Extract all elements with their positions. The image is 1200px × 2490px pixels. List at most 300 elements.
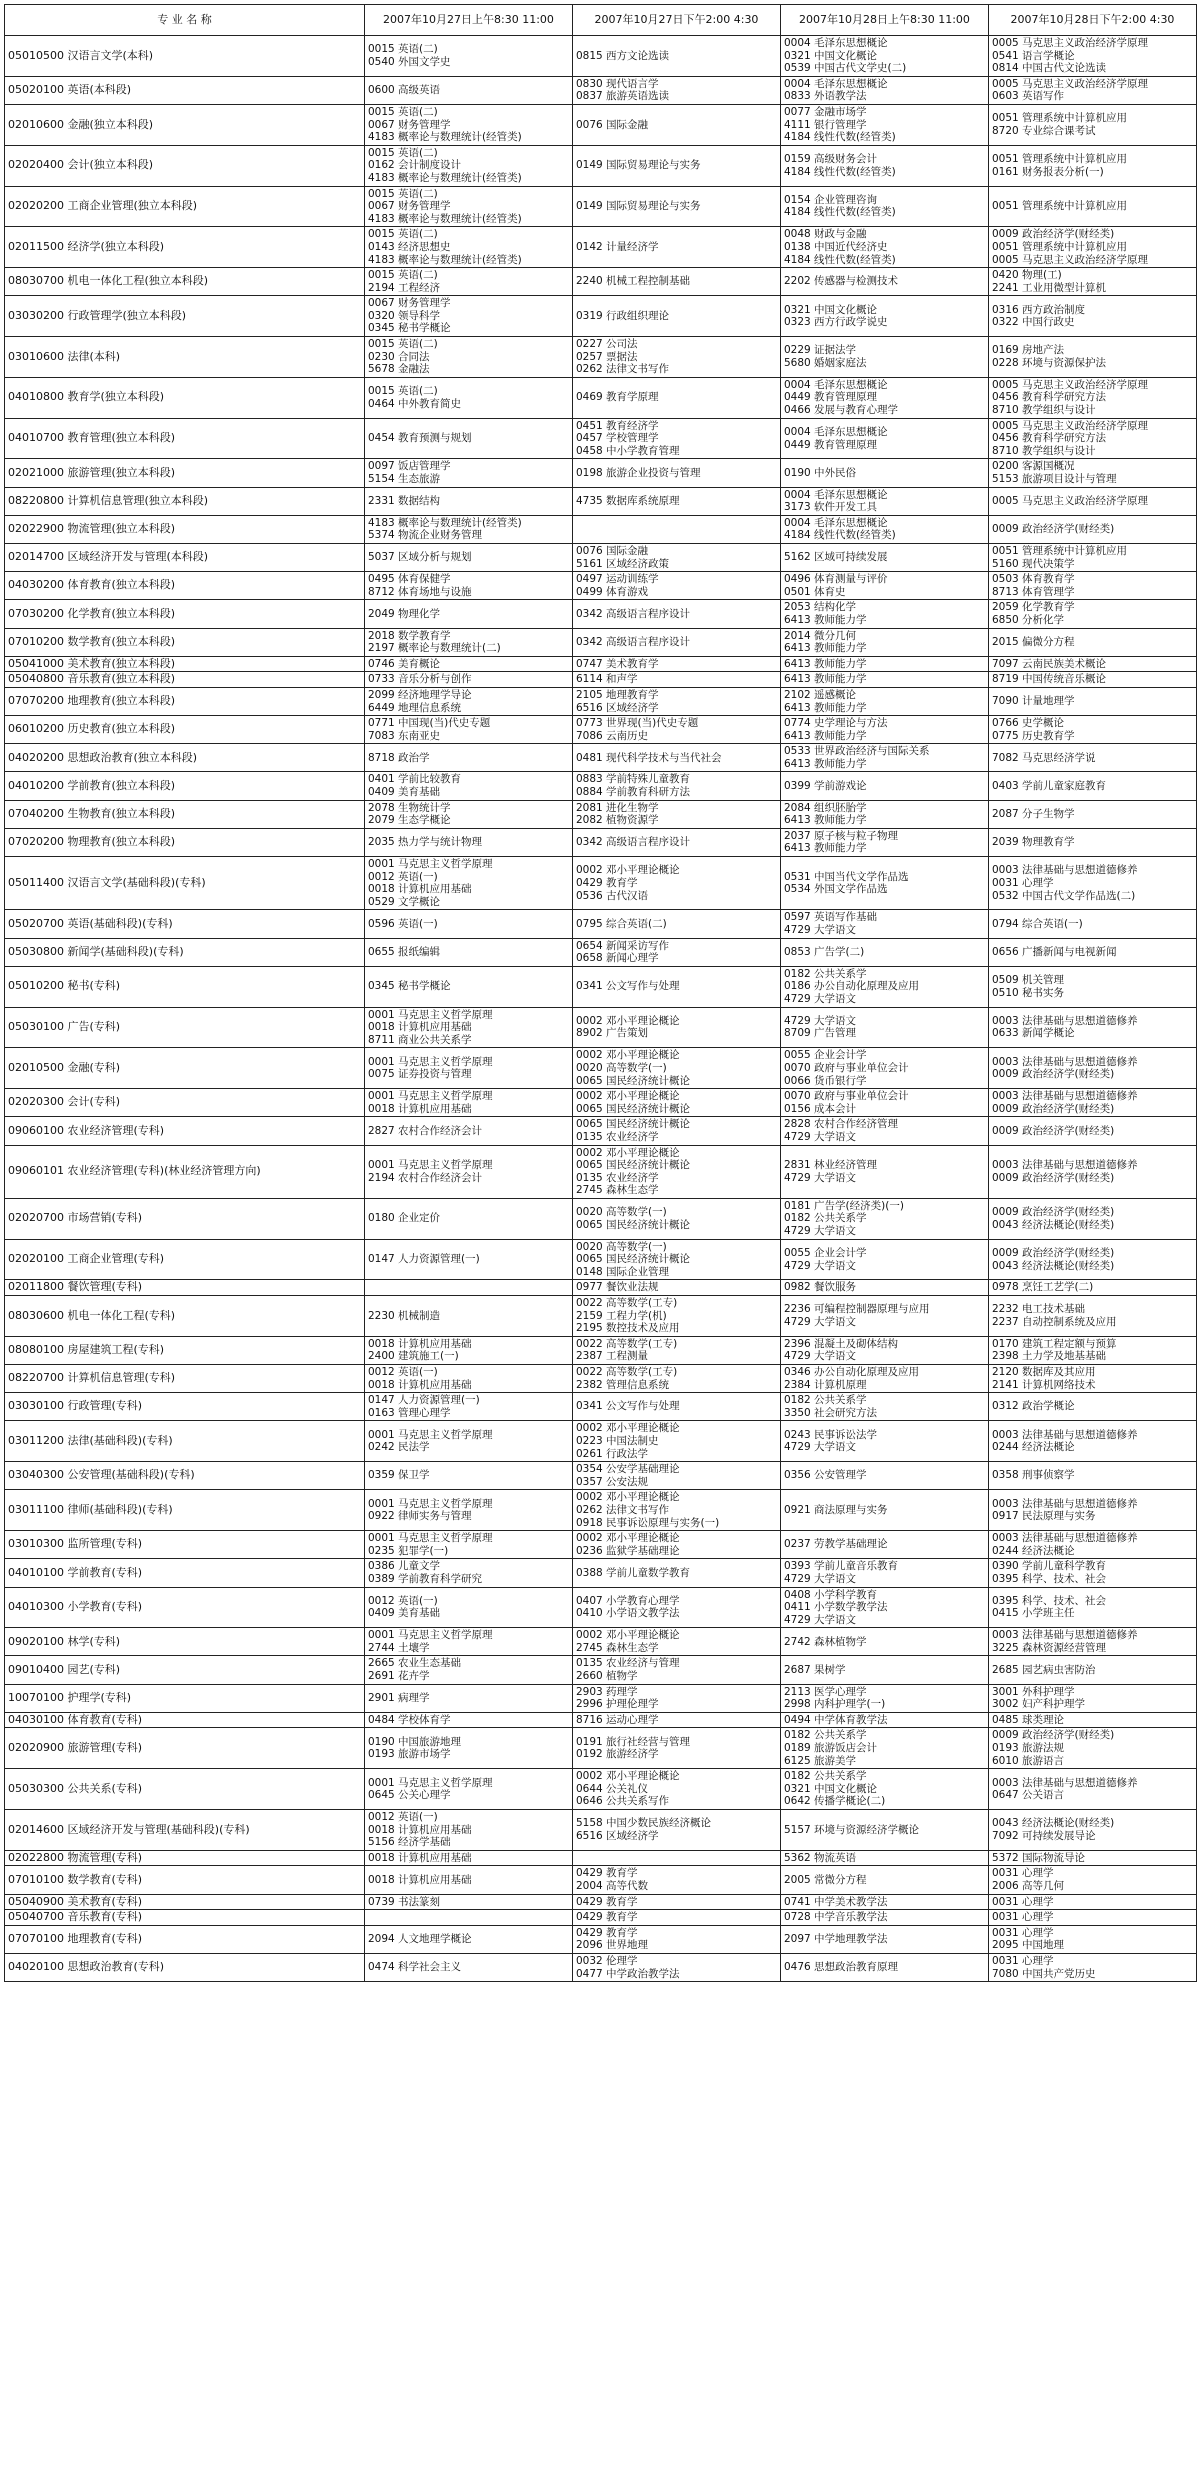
course-cell-oct28-morning — [781, 1628, 989, 1656]
course-entry: 0509 机关管理 — [992, 974, 1065, 987]
course-cell-oct28-afternoon — [989, 227, 1197, 268]
course-entry: 0004 毛泽东思想概论 — [784, 488, 888, 501]
table-row — [5, 1769, 1197, 1810]
course-entry: 4729 大学语文 — [784, 1441, 857, 1454]
course-cell-oct27-afternoon — [573, 1117, 781, 1145]
course-cell-oct27-morning — [365, 1587, 573, 1628]
course-cell-oct28-morning — [781, 1712, 989, 1728]
course-entry: 0148 国际企业管理 — [576, 1265, 670, 1278]
course-entry: 7080 中国共产党历史 — [992, 1967, 1096, 1980]
course-entry: 5156 经济学基础 — [368, 1836, 451, 1849]
course-entry: 5037 区域分析与规划 — [368, 551, 472, 564]
course-cell-oct27-afternoon — [573, 76, 781, 104]
course-cell-oct28-morning — [781, 1198, 989, 1239]
course-cell-oct27-morning — [365, 656, 573, 672]
course-entry: 0067 财务管理学 — [368, 118, 451, 131]
course-entry: 5161 区域经济政策 — [576, 557, 670, 570]
course-entry: 0815 西方文论选读 — [576, 49, 670, 62]
course-entry: 8710 教学组织与设计 — [992, 404, 1096, 417]
course-entry: 0009 政治经济学(财经类) — [992, 1206, 1115, 1219]
course-entry: 0429 教育学 — [576, 1926, 638, 1939]
table-row — [5, 337, 1197, 378]
course-entry: 0658 新闻心理学 — [576, 952, 659, 965]
course-cell-oct27-morning — [365, 1117, 573, 1145]
course-entry: 0918 民事诉讼原理与实务(一) — [576, 1516, 720, 1529]
major-name-cell: 02010500 金融(专科) — [5, 1048, 365, 1089]
table-row — [5, 966, 1197, 1007]
course-entry: 0198 旅游企业投资与管理 — [576, 466, 701, 479]
course-cell-oct27-afternoon — [573, 418, 781, 459]
table-row — [5, 628, 1197, 656]
course-entry: 0066 货币银行学 — [784, 1074, 867, 1087]
course-entry: 0746 美育概论 — [368, 657, 441, 670]
course-entry: 0065 国民经济统计概论 — [576, 1159, 691, 1172]
course-entry: 2687 果树学 — [784, 1663, 846, 1676]
course-cell-oct27-morning — [365, 1365, 573, 1393]
course-cell-oct28-morning — [781, 628, 989, 656]
major-name-cell: 05040800 音乐教育(独立本科段) — [5, 672, 365, 688]
course-cell-oct28-afternoon — [989, 656, 1197, 672]
course-cell-oct28-afternoon — [989, 910, 1197, 938]
course-entry: 0853 广告学(二) — [784, 945, 865, 958]
table-row — [5, 1728, 1197, 1769]
course-cell-oct28-morning — [781, 487, 989, 515]
course-entry: 0031 心理学 — [992, 876, 1054, 889]
course-entry: 2660 植物学 — [576, 1670, 638, 1683]
table-row — [5, 772, 1197, 800]
course-cell-oct28-morning — [781, 1866, 989, 1894]
course-cell-oct28-afternoon — [989, 800, 1197, 828]
table-row — [5, 1628, 1197, 1656]
course-entry: 0169 房地产法 — [992, 344, 1065, 357]
course-cell-oct28-morning — [781, 572, 989, 600]
course-entry: 0032 伦理学 — [576, 1954, 638, 1967]
course-cell-oct28-morning — [781, 828, 989, 856]
table-row — [5, 716, 1197, 744]
course-entry: 5160 现代决策学 — [992, 557, 1075, 570]
course-entry: 4729 大学语文 — [784, 1130, 857, 1143]
table-row — [5, 1810, 1197, 1851]
course-entry: 0075 证券投资与管理 — [368, 1068, 472, 1081]
course-entry: 0476 思想政治教育原理 — [784, 1961, 899, 1974]
course-cell-oct28-afternoon — [989, 36, 1197, 77]
course-cell-oct27-morning — [365, 1894, 573, 1910]
course-cell-oct27-morning — [365, 628, 573, 656]
course-entry: 0149 国际贸易理论与实务 — [576, 159, 701, 172]
course-entry: 0015 英语(二) — [368, 43, 438, 56]
course-cell-oct28-morning — [781, 186, 989, 227]
course-entry: 6850 分析化学 — [992, 613, 1065, 626]
course-cell-oct28-afternoon — [989, 1850, 1197, 1866]
major-name-cell: 05010500 汉语言文学(本科) — [5, 36, 365, 77]
course-entry: 2382 管理信息系统 — [576, 1378, 670, 1391]
course-cell-oct28-afternoon — [989, 1048, 1197, 1089]
table-row — [5, 515, 1197, 543]
course-cell-oct28-afternoon — [989, 1925, 1197, 1953]
course-entry: 2230 机械制造 — [368, 1309, 441, 1322]
course-entry: 2018 数学教育学 — [368, 629, 451, 642]
course-cell-oct27-morning — [365, 296, 573, 337]
course-cell-oct28-morning — [781, 1925, 989, 1953]
course-entry: 0003 法律基础与思想道德修养 — [992, 1159, 1138, 1172]
course-entry: 0048 财政与金融 — [784, 228, 867, 241]
course-cell-oct28-morning — [781, 1117, 989, 1145]
course-cell-oct27-afternoon — [573, 600, 781, 628]
table-row — [5, 1559, 1197, 1587]
course-entry: 0018 计算机应用基础 — [368, 1102, 472, 1115]
header-oct27-afternoon: 2007年10月27日下午2:00 4:30 — [573, 5, 781, 36]
course-cell-oct27-afternoon — [573, 1462, 781, 1490]
course-entry: 2194 农村合作经济会计 — [368, 1171, 483, 1184]
course-cell-oct27-afternoon — [573, 1365, 781, 1393]
course-entry: 0002 邓小平理论概论 — [576, 1629, 680, 1642]
course-entry: 4183 概率论与数理统计(经管类) — [368, 212, 522, 225]
course-entry: 0051 管理系统中计算机应用 — [992, 112, 1128, 125]
course-cell-oct28-morning — [781, 227, 989, 268]
course-entry: 2120 数据库及其应用 — [992, 1366, 1096, 1378]
course-cell-oct27-afternoon — [573, 543, 781, 571]
course-entry: 0312 政治学概论 — [992, 1400, 1075, 1413]
course-entry: 0230 合同法 — [368, 350, 430, 363]
course-cell-oct27-afternoon — [573, 1007, 781, 1048]
table-row — [5, 1280, 1197, 1296]
course-entry: 0341 公文写作与处理 — [576, 980, 680, 993]
course-cell-oct27-morning — [365, 600, 573, 628]
course-cell-oct27-afternoon — [573, 1953, 781, 1981]
course-cell-oct27-morning — [365, 1656, 573, 1684]
course-cell-oct28-morning — [781, 296, 989, 337]
course-entry: 0002 邓小平理论概论 — [576, 1146, 680, 1159]
major-name-cell: 05020100 英语(本科段) — [5, 76, 365, 104]
course-entry: 0775 历史教育学 — [992, 729, 1075, 742]
course-entry: 6413 教师能力学 — [784, 757, 867, 770]
course-entry: 0031 心理学 — [992, 1954, 1054, 1967]
course-cell-oct27-morning — [365, 1490, 573, 1531]
course-entry: 2232 电工技术基础 — [992, 1303, 1086, 1316]
course-cell-oct28-afternoon — [989, 1684, 1197, 1712]
course-cell-oct27-afternoon — [573, 857, 781, 910]
course-entry: 5154 生态旅游 — [368, 473, 441, 485]
course-entry: 0449 教育管理原理 — [784, 438, 878, 451]
course-cell-oct28-morning — [781, 1421, 989, 1462]
table-row — [5, 1117, 1197, 1145]
course-entry: 2105 地理教育学 — [576, 688, 659, 701]
course-cell-oct27-afternoon — [573, 1559, 781, 1587]
course-cell-oct28-morning — [781, 1365, 989, 1393]
course-cell-oct27-afternoon — [573, 744, 781, 772]
course-entry: 0345 秘书学概论 — [368, 322, 451, 335]
major-name-cell: 09020100 林学(专科) — [5, 1628, 365, 1656]
course-entry: 6413 教师能力学 — [784, 642, 867, 655]
major-name-cell: 08030600 机电一体化工程(专科) — [5, 1296, 365, 1337]
course-entry: 0484 学校体育学 — [368, 1713, 451, 1726]
course-entry: 6413 教师能力学 — [784, 814, 867, 827]
course-cell-oct27-afternoon — [573, 1769, 781, 1810]
course-entry: 0020 高等数学(一) — [576, 1240, 667, 1253]
course-cell-oct28-morning — [781, 1048, 989, 1089]
course-cell-oct27-morning — [365, 1048, 573, 1089]
course-cell-oct27-afternoon — [573, 828, 781, 856]
course-cell-oct28-morning — [781, 656, 989, 672]
course-entry: 4729 大学语文 — [784, 1613, 857, 1626]
course-entry: 0009 政治经济学(财经类) — [992, 523, 1115, 536]
table-row — [5, 227, 1197, 268]
course-entry: 0181 广告学(经济类)(一) — [784, 1199, 904, 1212]
course-entry: 5362 物流英语 — [784, 1851, 857, 1864]
course-entry: 2084 组织胚胎学 — [784, 801, 867, 814]
course-entry: 0020 高等数学(一) — [576, 1061, 667, 1074]
course-entry: 0192 旅游经济学 — [576, 1748, 659, 1761]
course-entry: 0773 世界现(当)代史专题 — [576, 717, 699, 730]
course-cell-oct27-afternoon — [573, 1628, 781, 1656]
course-entry: 5680 婚姻家庭法 — [784, 356, 867, 369]
course-cell-oct27-afternoon — [573, 1198, 781, 1239]
course-cell-oct28-morning — [781, 938, 989, 966]
course-entry: 2236 可编程控制器原理与应用 — [784, 1303, 930, 1316]
course-entry: 0603 英语写作 — [992, 90, 1065, 103]
course-entry: 0883 学前特殊儿童教育 — [576, 773, 691, 786]
course-entry: 6010 旅游语言 — [992, 1754, 1065, 1767]
course-entry: 0020 高等数学(一) — [576, 1206, 667, 1219]
course-entry: 0403 学前儿童家庭教育 — [992, 779, 1107, 792]
course-entry: 0456 教育科学研究方法 — [992, 391, 1107, 404]
course-cell-oct27-morning — [365, 1393, 573, 1421]
course-cell-oct28-afternoon — [989, 828, 1197, 856]
course-cell-oct28-afternoon — [989, 1910, 1197, 1926]
course-entry: 2831 林业经济管理 — [784, 1159, 878, 1172]
course-entry: 0830 现代语言学 — [576, 77, 659, 90]
course-cell-oct28-morning — [781, 1656, 989, 1684]
course-cell-oct28-morning — [781, 687, 989, 715]
course-cell-oct27-morning — [365, 543, 573, 571]
course-entry: 0401 学前比较教育 — [368, 773, 462, 786]
course-entry: 0009 政治经济学(财经类) — [992, 1246, 1115, 1259]
course-cell-oct28-morning — [781, 377, 989, 418]
course-entry: 0536 古代汉语 — [576, 889, 649, 902]
course-entry: 4184 线性代数(经管类) — [784, 529, 896, 542]
course-cell-oct28-afternoon — [989, 543, 1197, 571]
course-cell-oct28-afternoon — [989, 337, 1197, 378]
course-cell-oct28-afternoon — [989, 515, 1197, 543]
course-entry: 0018 计算机应用基础 — [368, 1378, 472, 1391]
course-entry: 0147 人力资源管理(一) — [368, 1394, 480, 1407]
major-name-cell: 02020700 市场营销(专科) — [5, 1198, 365, 1239]
course-entry: 0004 毛泽东思想概论 — [784, 37, 888, 49]
course-entry: 0494 中学体育教学法 — [784, 1713, 888, 1726]
course-entry: 0065 国民经济统计概论 — [576, 1118, 691, 1131]
course-cell-oct28-afternoon — [989, 966, 1197, 1007]
table-row — [5, 377, 1197, 418]
course-entry: 0596 英语(一) — [368, 917, 438, 930]
course-entry: 0481 现代科学技术与当代社会 — [576, 751, 722, 764]
course-entry: 0244 经济法概论 — [992, 1544, 1075, 1557]
course-cell-oct27-morning — [365, 268, 573, 296]
course-entry: 0358 刑事侦察学 — [992, 1469, 1075, 1482]
course-entry: 0015 英语(二) — [368, 338, 438, 351]
course-entry: 0002 邓小平理论概论 — [576, 1014, 680, 1027]
course-cell-oct27-morning — [365, 1810, 573, 1851]
course-entry: 0771 中国现(当)代史专题 — [368, 717, 491, 730]
course-entry: 3002 妇产科护理学 — [992, 1698, 1086, 1711]
course-entry: 0003 法律基础与思想道德修养 — [992, 1629, 1138, 1642]
table-row — [5, 104, 1197, 145]
course-entry: 2745 森林生态学 — [576, 1641, 659, 1654]
course-entry: 2903 药理学 — [576, 1685, 638, 1698]
major-name-cell: 05040700 音乐教育(专科) — [5, 1910, 365, 1926]
course-entry: 7097 云南民族美术概论 — [992, 657, 1107, 670]
major-name-cell: 08220800 计算机信息管理(独立本科段) — [5, 487, 365, 515]
course-cell-oct27-afternoon — [573, 672, 781, 688]
course-entry: 0001 马克思主义哲学原理 — [368, 1008, 493, 1021]
table-row — [5, 1145, 1197, 1198]
course-entry: 2102 遥感概论 — [784, 688, 857, 701]
table-row — [5, 1296, 1197, 1337]
course-entry: 0917 民法原理与实务 — [992, 1510, 1096, 1523]
course-entry: 0159 高级财务会计 — [784, 153, 878, 166]
course-cell-oct28-afternoon — [989, 1239, 1197, 1280]
course-entry: 0149 国际贸易理论与实务 — [576, 200, 701, 213]
course-entry: 3001 外科护理学 — [992, 1685, 1075, 1698]
course-cell-oct28-morning — [781, 910, 989, 938]
course-cell-oct27-afternoon — [573, 459, 781, 487]
course-entry: 0346 办公自动化原理及应用 — [784, 1366, 920, 1378]
course-entry: 5158 中国少数民族经济概论 — [576, 1817, 712, 1830]
course-entry: 0474 科学社会主义 — [368, 1961, 462, 1974]
course-cell-oct28-afternoon — [989, 104, 1197, 145]
course-cell-oct28-morning — [781, 1850, 989, 1866]
course-cell-oct27-morning — [365, 1089, 573, 1117]
course-entry: 0002 邓小平理论概论 — [576, 864, 680, 877]
course-entry: 0320 领导科学 — [368, 309, 441, 322]
course-entry: 4729 大学语文 — [784, 1350, 857, 1363]
course-entry: 0005 马克思主义政治经济学原理 — [992, 37, 1149, 49]
major-name-cell: 04020200 思想政治教育(独立本科段) — [5, 744, 365, 772]
course-cell-oct27-afternoon — [573, 145, 781, 186]
table-row — [5, 1490, 1197, 1531]
course-cell-oct28-afternoon — [989, 1198, 1197, 1239]
course-entry: 6413 教师能力学 — [784, 842, 867, 855]
course-entry: 0190 中国旅游地理 — [368, 1735, 462, 1748]
course-entry: 0135 农业经济学 — [576, 1171, 659, 1184]
course-entry: 0051 管理系统中计算机应用 — [992, 240, 1128, 253]
course-cell-oct28-afternoon — [989, 1089, 1197, 1117]
course-entry: 0009 政治经济学(财经类) — [992, 1729, 1115, 1742]
course-entry: 4184 线性代数(经管类) — [784, 206, 896, 219]
course-entry: 4729 大学语文 — [784, 1259, 857, 1272]
course-cell-oct27-afternoon — [573, 800, 781, 828]
course-cell-oct27-morning — [365, 459, 573, 487]
table-row — [5, 1048, 1197, 1089]
course-entry: 0532 中国古代文学作品选(二) — [992, 889, 1136, 902]
course-entry: 2094 人文地理学概论 — [368, 1933, 472, 1946]
course-cell-oct27-afternoon — [573, 1531, 781, 1559]
course-cell-oct28-morning — [781, 857, 989, 910]
course-cell-oct28-afternoon — [989, 1810, 1197, 1851]
course-entry: 4183 概率论与数理统计(经管类) — [368, 516, 522, 529]
course-cell-oct28-afternoon — [989, 1628, 1197, 1656]
course-entry: 0018 计算机应用基础 — [368, 1337, 472, 1350]
course-entry: 0001 马克思主义哲学原理 — [368, 858, 493, 871]
course-entry: 0005 马克思主义政治经济学原理 — [992, 419, 1149, 432]
course-entry: 0409 美育基础 — [368, 786, 441, 799]
major-name-cell: 02021000 旅游管理(独立本科段) — [5, 459, 365, 487]
table-row — [5, 1894, 1197, 1910]
course-cell-oct27-morning — [365, 772, 573, 800]
major-name-cell: 02020900 旅游管理(专科) — [5, 1728, 365, 1769]
major-name-cell: 02011800 餐饮管理(专科) — [5, 1280, 365, 1296]
course-entry: 8718 政治学 — [368, 751, 430, 764]
course-entry: 0236 监狱学基础理论 — [576, 1544, 680, 1557]
course-entry: 0646 公共关系写作 — [576, 1795, 670, 1808]
course-entry: 0012 英语(一) — [368, 1594, 438, 1607]
course-entry: 0541 语言学概论 — [992, 49, 1075, 62]
course-entry: 0001 马克思主义哲学原理 — [368, 1532, 493, 1545]
course-entry: 0321 中国文化概论 — [784, 303, 878, 316]
course-entry: 0001 马克思主义哲学原理 — [368, 1629, 493, 1642]
course-entry: 0316 西方政治制度 — [992, 303, 1086, 316]
course-cell-oct27-morning — [365, 1007, 573, 1048]
course-cell-oct28-afternoon — [989, 1421, 1197, 1462]
course-entry: 0031 心理学 — [992, 1926, 1054, 1939]
course-entry: 0795 综合英语(二) — [576, 917, 667, 930]
course-cell-oct27-afternoon — [573, 1866, 781, 1894]
course-cell-oct27-afternoon — [573, 1145, 781, 1198]
course-entry: 0154 企业管理咨询 — [784, 193, 878, 206]
course-entry: 0429 教育学 — [576, 1867, 638, 1880]
table-row — [5, 1712, 1197, 1728]
course-entry: 0003 法律基础与思想道德修养 — [992, 1055, 1138, 1068]
major-name-cell: 03010600 法律(本科) — [5, 337, 365, 378]
course-cell-oct28-morning — [781, 515, 989, 543]
course-cell-oct27-morning — [365, 337, 573, 378]
course-entry: 0733 音乐分析与创作 — [368, 673, 472, 686]
course-entry: 2035 热力学与统计物理 — [368, 836, 483, 849]
table-row — [5, 938, 1197, 966]
course-entry: 0922 律师实务与管理 — [368, 1510, 472, 1523]
course-entry: 0728 中学音乐教学法 — [784, 1911, 888, 1924]
course-entry: 0001 马克思主义哲学原理 — [368, 1428, 493, 1441]
table-row — [5, 296, 1197, 337]
course-cell-oct28-afternoon — [989, 1894, 1197, 1910]
major-name-cell: 07040200 生物教育(独立本科段) — [5, 800, 365, 828]
course-entry: 0410 小学语文教学法 — [576, 1607, 680, 1620]
course-cell-oct28-morning — [781, 1089, 989, 1117]
course-entry: 6413 教师能力学 — [784, 657, 867, 670]
course-entry: 2396 混凝土及砌体结构 — [784, 1337, 899, 1350]
course-entry: 4183 概率论与数理统计(经管类) — [368, 171, 522, 184]
course-entry: 0390 学前儿童科学教育 — [992, 1560, 1107, 1573]
course-entry: 2197 概率论与数理统计(二) — [368, 642, 501, 655]
course-entry: 0501 体育史 — [784, 585, 846, 598]
course-entry: 0644 公关礼仪 — [576, 1782, 649, 1795]
course-cell-oct27-afternoon — [573, 687, 781, 715]
course-entry: 2059 化学教育学 — [992, 601, 1075, 614]
table-row — [5, 857, 1197, 910]
course-cell-oct27-morning — [365, 672, 573, 688]
course-cell-oct28-afternoon — [989, 268, 1197, 296]
table-row — [5, 687, 1197, 715]
course-entry: 0357 公安法规 — [576, 1475, 649, 1488]
course-entry: 0656 广播新闻与电视新闻 — [992, 945, 1117, 958]
course-entry: 0002 邓小平理论概论 — [576, 1049, 680, 1062]
course-entry: 0070 政府与事业单位会计 — [784, 1090, 909, 1103]
course-entry: 0395 科学、技术、社会 — [992, 1594, 1107, 1607]
course-entry: 0156 成本会计 — [784, 1102, 857, 1115]
course-entry: 8709 广告管理 — [784, 1027, 857, 1040]
course-entry: 0067 财务管理学 — [368, 297, 451, 310]
course-entry: 0161 财务报表分析(一) — [992, 165, 1104, 178]
course-entry: 3350 社会研究方法 — [784, 1406, 878, 1419]
